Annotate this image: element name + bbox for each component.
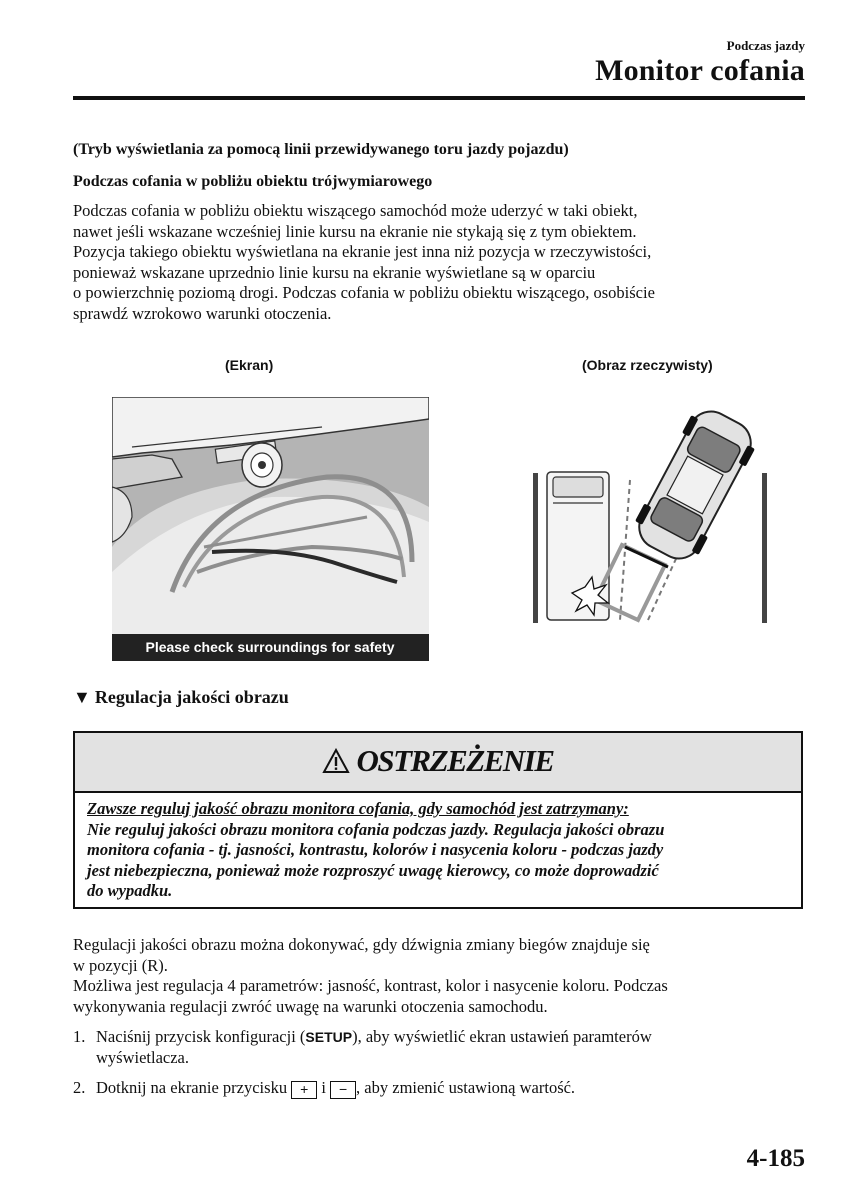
paragraph-line: wykonywania regulacji zwróć uwagę na warunki otoczenia samochodu. [73,996,548,1016]
warning-text [87,799,789,902]
warning-title-text: OSTRZEŻENIE [356,743,554,778]
warning-line: monitora cofania - tj. jasności, kontrastu, kolorów i nasycenia koloru - podczas jazdy [87,840,664,859]
real-caption: (Obraz rzeczywisty) [582,357,713,373]
paragraph-line: sprawdź wzrokowo warunki otoczenia. [73,303,332,323]
step-number: 2. [73,1078,86,1097]
setup-key-label: SETUP [305,1029,353,1045]
warning-line: do wypadku. [87,881,173,900]
paragraph-line: ponieważ wskazane uprzednio linie kursu na ekranie wyświetlane są w oparciu [73,262,596,282]
step-text: ), aby wyświetlić ekran ustawień paramterów [352,1027,652,1046]
step-text: Dotknij na ekranie przycisku [96,1078,288,1097]
step-1 [73,1027,813,1068]
warning-box [73,731,803,909]
safety-banner: Please check surroundings for safety [145,639,395,655]
page-number: 4-185 [746,1145,805,1172]
step-text: , aby zmienić ustawioną wartość. [356,1078,576,1097]
minus-key-icon: − [330,1081,356,1099]
header-rule [73,96,805,100]
paragraph-line: Pozycja takiego obiektu wyświetlana na ekranie jest inna niż pozycja w rzeczywistości, [73,242,652,261]
paragraph-line: nawet jeśli wskazane wcześniej linie kursu na ekranie nie stykają się z tym obiektem. [73,221,637,241]
adjust-paragraph [73,935,813,1017]
triangle-down-icon: ▼ [73,687,91,707]
paragraph-line: w pozycji (R). [73,955,168,975]
warning-triangle-icon [322,748,350,774]
step-2 [73,1078,813,1099]
step-text: wyświetlacza. [96,1047,189,1067]
object-heading: Podczas cofania w pobliżu obiektu trójwymiarowego [73,173,433,190]
step-number: 1. [73,1027,86,1046]
screen-caption: (Ekran) [225,357,274,373]
warning-line: jest niebezpieczna, ponieważ może rozproszyć uwagę kierowcy, co może doprowadzić [87,860,659,880]
adjust-heading [73,687,289,708]
warning-lead: Zawsze reguluj jakość obrazu monitora cofania, gdy samochód jest zatrzymany: [87,799,629,818]
warning-line: Nie reguluj jakości obrazu monitora cofania podczas jazdy. Regulacja jakości obrazu [87,819,665,839]
step-text: i [321,1078,326,1097]
paragraph-line: Podczas cofania w pobliżu obiektu wiszącego samochód może uderzyć w taki obiekt, [73,201,638,220]
camera-screen-illustration [112,397,429,661]
page-title: Monitor cofania [595,54,805,87]
step-text: Naciśnij przycisk konfiguracji ( [96,1027,306,1046]
real-view-illustration [530,405,780,627]
paragraph-line: o powierzchnię poziomą drogi. Podczas cofania w pobliżu obiektu wiszącego, osobiście [73,283,655,302]
paragraph-line: Regulacji jakości obrazu można dokonywać, gdy dźwignia zmiany biegów znajduje się [73,935,650,954]
paragraph-line: Możliwa jest regulacja 4 parametrów: jasność, kontrast, kolor i nasycenie koloru. Podczas [73,976,668,995]
object-paragraph [73,201,813,324]
warning-header [75,733,801,793]
mode-heading: (Tryb wyświetlania za pomocą linii przewidywanego toru jazdy pojazdu) [73,141,569,158]
adjust-heading-text: Regulacja jakości obrazu [94,687,289,707]
warning-title [75,743,801,779]
section-label: Podczas jazdy [726,38,805,53]
plus-key-icon: + [291,1081,317,1099]
